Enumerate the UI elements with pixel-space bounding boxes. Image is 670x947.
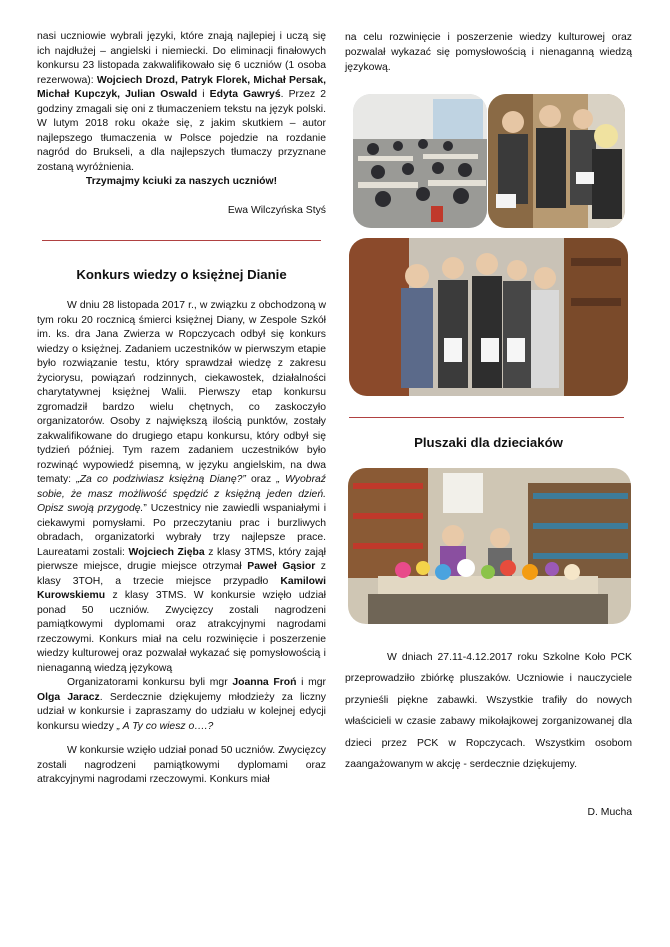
- diana-title: Konkurs wiedzy o księżnej Dianie: [76, 267, 287, 282]
- award-photo-2: [349, 238, 628, 396]
- section-divider: [42, 240, 321, 241]
- plush-text-wrap: [345, 647, 632, 775]
- intro-paragraph: nasi uczniowie wybrali języki, które znają najlepiej i uczą się ich najdłużej – angielski i niemiecki. Do eliminacji finałowych konkursu 23 listopada zakwalifikowało się 6 uczniów (1 osoba rezerwowa): Wojciech Drozd, Patryk Florek, Michał Persak, Michał Kupczyk, Julian Oswald i Edyta Gawryś. Przez 2 godziny zmagali się oni z tłumaczeniem tekstu na język polski. W lutym 2018 roku okaże się, z jakim skutkiem – autor najlepszego tłumaczenia w Polsce pojedzie na rozdanie nagród do Brukseli, a dla najlepszych tłumaczy przyznane zostaną wyróżnienia.: [37, 31, 327, 173]
- diana-paragraph-2: Organizatorami konkursu byli mgr Joanna Froń i mgr Olga Jaracz. Serdecznie dziękujemy młodzieży za liczny udział w konkursie i zapraszamy do udziału w kolejnej edycji konkursu wiedzy „ A Ty co wiesz o….?: [37, 677, 326, 732]
- cheer-line: Trzymajmy kciuki za naszych uczniów!: [85, 176, 278, 187]
- plush-photo: [348, 468, 631, 624]
- diana-article: [37, 299, 326, 788]
- continued-text: na celu rozwinięcie i poszerzenie wiedzy kulturowej oraz pozwalał wykazać się pomysłowością i nienaganną wiedzą językową.: [345, 32, 632, 73]
- diana-paragraph-3: W konkursie wzięło udział ponad 50 uczniów. Zwycięzcy zostali nagrodzeni pamiątkowymi dyplomami oraz atrakcyjnymi nagrodami rzeczowymi. Konkurs miał: [37, 745, 326, 785]
- intro-author: Ewa Wilczyńska Styś: [227, 204, 326, 216]
- award-image-1: [488, 94, 625, 228]
- intro-article: [37, 30, 326, 218]
- classroom-image: [353, 94, 487, 228]
- plush-title: Pluszaki dla dzieciaków: [414, 435, 563, 450]
- classroom-photo: [353, 94, 487, 228]
- plush-text: W dniach 27.11-4.12.2017 roku Szkolne Koło PCK przeprowadziło zbiórkę pluszaków. Uczniowie i nauczyciele przynieśli piękne zabawki. Wszystkie trafiły do nowych właścicieli w czasie zabawy mikołajkowej zorganizowanej dla dzieci przez PCK w Ropczycach. Wszystkim osobom zaangażowanym w akcję - serdecznie dziękujemy.: [345, 652, 632, 771]
- plush-image: [348, 468, 631, 624]
- award-image-2: [349, 238, 628, 396]
- award-photo-1: [488, 94, 625, 228]
- section-divider-right: [349, 417, 624, 418]
- plush-author: D. Mucha: [587, 807, 632, 818]
- diana-paragraph-1: W dniu 28 listopada 2017 r., w związku z obchodzoną w tym roku 20 rocznicą śmierci księżnej Diany, w Zespole Szkół im. ks. dra Jana Zwierza w Ropczycach odbył się konkurs wiedzy o księżnej. Zadaniem uczestników w pierwszym etapie było rozwiązanie testu, który sprawdzał wiedzę z zakresu życiorysu, powiązań rodzinnych, ciekawostek, działalności charytatywnej księżnej Walii. Pierwszy etap konkursu zgromadził bardzo wielu chętnych, co zaskoczyło organizatorów. Osoby z największą ilością punktów, zostały zakwalifikowane do drugiego etapu konkursu, który odbył się tydzień później. Tym razem zadaniem uczestników było rozwinąć wypowiedź pisemną, w języku angielskim, na dwa tematy: „Za co podziwiasz księżną Dianę?” oraz „ Wyobraź sobie, że masz możliwość spędzić z księżną jeden dzień. Opisz swoją przygodę.” Uczestnicy nie zawiedli wspaniałymi i ciekawymi pomysłami. Po przeczytaniu prac i burzliwych obradach, organizatorki wybrały trzy najlepsze prace. Laureatami zostali: Wojciech Zięba z klasy 3TMS, który zajął pierwsze miejsce, drugie miejsce otrzymał Paweł Gąsior z klasy 3TOH, a trzecie miejsce przypadło Kamilowi Kurowskiemu z klasy 3TMS. W konkursie wzięło udział ponad 50 uczniów. Zwycięzcy zostali nagrodzeni pamiątkowymi dyplomami oraz atrakcyjnymi nagrodami rzeczowymi. Konkurs miał na celu rozwinięcie i poszerzenie wiedzy kulturowej oraz pozwalał wykazać się pomysłowością i nienaganną wiedzą językową: [37, 300, 326, 674]
